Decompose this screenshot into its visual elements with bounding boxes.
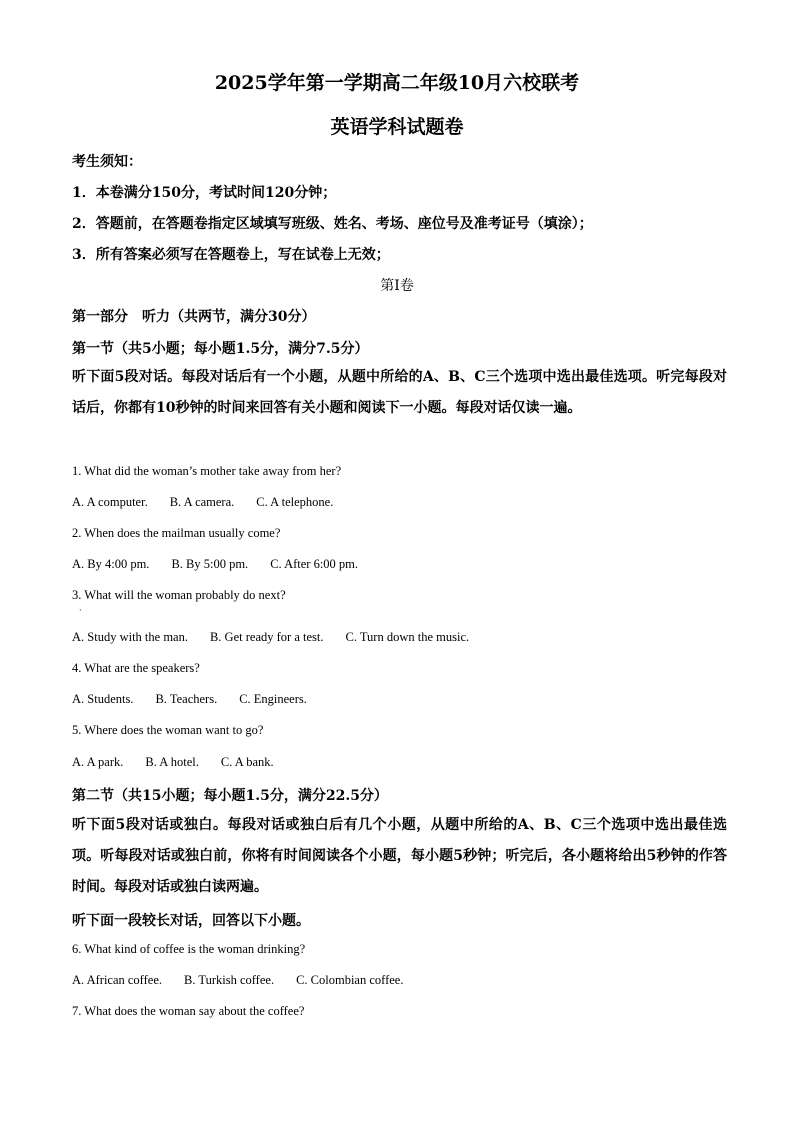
option-c: C. Colombian coffee. [296,973,404,987]
question-text: 1. What did the woman’s mother take away from her? [72,464,342,478]
option-a: A. A computer. [72,495,148,509]
notice-heading: 考生须知： [72,154,142,170]
question-text: 3. What will the woman probably do next? [72,588,286,602]
option-a: A. Students. [72,692,134,706]
question-options [72,630,469,645]
question-options [72,495,333,510]
option-b: B. Get ready for a test. [209,630,324,644]
option-c: C. A bank. [220,755,274,769]
option-b: B. By 5:00 pm. [171,557,249,571]
option-a: A. A park. [72,755,124,769]
option-b: B. Teachers. [155,692,218,706]
question-text: 7. What does the woman say about the coffee? [72,1004,305,1018]
option-a: A. Study with the man. [72,630,188,644]
question-options [72,557,358,572]
question-options [72,973,403,988]
notice-item: 3．所有答案必须写在答题卷上，写在试卷上无效； [72,247,390,263]
question-options [72,755,274,770]
option-c: C. After 6:00 pm. [270,557,359,571]
option-a: A. By 4:00 pm. [72,557,150,571]
option-b: B. A camera. [169,495,235,509]
option-b: B. Turkish coffee. [184,973,275,987]
notice-item: 2．答题前，在答题卷指定区域填写班级、姓名、考场、座位号及准考证号（填涂）； [72,216,593,232]
section2-instruction: 听下面5段对话或独白。每段对话或独白后有几个小题，从题中所给的A、B、C三个选项中选出最佳选项。听每段对话或独白前，你将有时间阅读各个小题，每小题5秒钟；听完后，各小题将给出5秒钟的作答时间。每段对话或独白读两遍。 [72,817,727,895]
question-text: 6. What kind of coffee is the woman drinking? [72,942,306,956]
option-a: A. African coffee. [72,973,163,987]
exam-subtitle: 英语学科试题卷 [330,116,464,138]
section2-lead: 听下面一段较长对话，回答以下小题。 [72,913,310,929]
question-options [72,692,307,707]
question-text: 4. What are the speakers? [72,661,200,675]
option-c: C. Engineers. [239,692,307,706]
option-b: B. A hotel. [145,755,199,769]
notice-item: 1．本卷满分150分，考试时间120分钟； [72,185,337,201]
option-c: C. A telephone. [256,495,334,509]
part1-heading: 第一部分 听力（共两节，满分30分） [72,309,316,325]
section2-heading: 第二节（共15小题；每小题1.5分，满分22.5分） [72,788,388,804]
section1-heading: 第一节（共5小题；每小题1.5分，满分7.5分） [72,341,369,357]
exam-title: 2025学年第一学期高二年级10月六校联考 [214,72,580,94]
option-c: C. Turn down the music. [345,630,470,644]
question-text: 5. Where does the woman want to go? [72,723,264,737]
question-text: 2. When does the mailman usually come? [72,526,281,540]
volume-label: 第Ⅰ卷 [380,278,414,294]
section1-instruction: 听下面5段对话。每段对话后有一个小题，从题中所给的A、B、C三个选项中选出最佳选项。听完每段对话后，你都有10秒钟的时间来回答有关小题和阅读下一小题。每段对话仅读一遍。 [72,369,727,416]
stray-mark: · [79,606,82,615]
